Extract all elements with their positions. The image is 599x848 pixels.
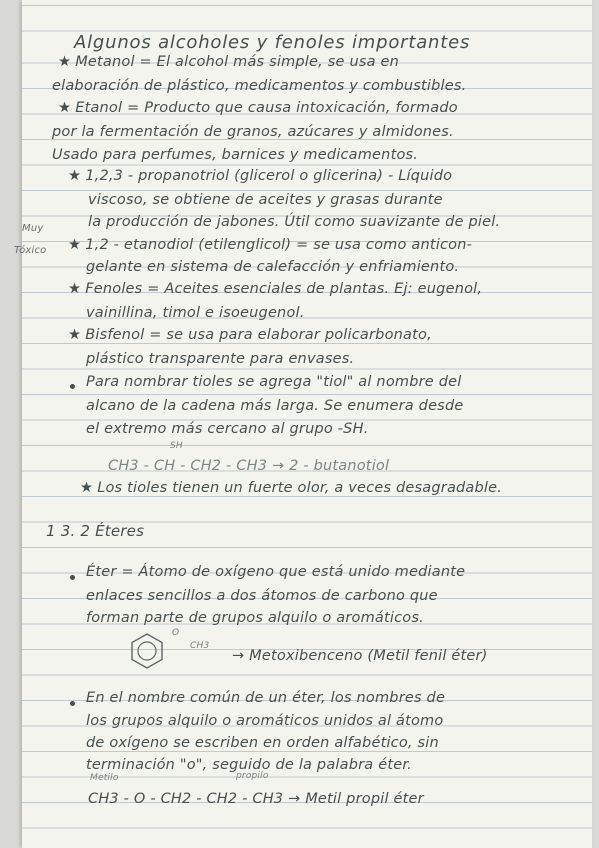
text-line: Usado para perfumes, barnices y medicamentos. bbox=[52, 147, 419, 163]
bullet-dot-icon bbox=[70, 575, 75, 580]
star-icon: ★ bbox=[68, 237, 82, 253]
bullet-dot-icon bbox=[70, 701, 75, 706]
list-item-fenoles: ★ Fenoles = Aceites esenciales de plantas. Ej: eugenol, bbox=[68, 281, 483, 297]
metoxibenceno-line: → Metoxibenceno (Metil fenil éter) bbox=[232, 648, 488, 664]
text-line: alcano de la cadena más larga. Se enumera desde bbox=[86, 398, 464, 414]
margin-note: Muy bbox=[22, 223, 44, 234]
propilo-label: propilo bbox=[236, 771, 269, 781]
text-line: plástico transparente para envases. bbox=[86, 351, 355, 367]
list-item-tioles-olor: ★ Los tioles tienen un fuerte olor, a veces desagradable. bbox=[80, 480, 503, 496]
page-title: Algunos alcoholes y fenoles importantes bbox=[74, 32, 471, 53]
star-icon: ★ bbox=[80, 480, 94, 496]
star-icon: ★ bbox=[58, 100, 72, 116]
text-line: Éter = Átomo de oxígeno que está unido mediante bbox=[86, 564, 466, 580]
star-icon: ★ bbox=[68, 168, 82, 184]
text-line: de oxígeno se escriben en orden alfabético, sin bbox=[86, 735, 439, 751]
text-line: el extremo más cercano al grupo -SH. bbox=[86, 421, 369, 437]
list-item-propanotriol: ★ 1,2,3 - propanotriol (glicerol o glicerina) - Líquido bbox=[68, 168, 453, 184]
oxygen-label: O bbox=[172, 628, 180, 638]
margin-note: Tóxico bbox=[14, 245, 47, 256]
list-item-metanol: ★ Metanol = El alcohol más simple, se usa en bbox=[58, 54, 400, 70]
benzene-ring-icon bbox=[127, 631, 167, 671]
text-line: los grupos alquilo o aromáticos unidos al átomo bbox=[86, 713, 444, 729]
text-line: forman parte de grupos alquilo o aromáticos. bbox=[86, 610, 424, 626]
list-item-etanol: ★ Etanol = Producto que causa intoxicación, formado bbox=[58, 100, 458, 116]
text-line: viscoso, se obtiene de aceites y grasas durante bbox=[88, 192, 443, 208]
metil-propil-eter-formula: CH3 - O - CH2 - CH2 - CH3 → Metil propil éter bbox=[88, 791, 424, 807]
ch3-label: CH3 bbox=[190, 641, 210, 651]
text-line: enlaces sencillos a dos átomos de carbono que bbox=[86, 588, 438, 604]
text-line: la producción de jabones. Útil como suavizante de piel. bbox=[88, 214, 501, 230]
text-line: vainillina, timol e isoeugenol. bbox=[86, 305, 305, 321]
star-icon: ★ bbox=[68, 327, 82, 343]
metilo-label: Metilo bbox=[90, 773, 119, 783]
section-heading: 1 3. 2 Éteres bbox=[46, 522, 145, 540]
text-line: terminación "o", seguido de la palabra éter. bbox=[86, 757, 412, 773]
notebook-page bbox=[14, 0, 592, 848]
star-icon: ★ bbox=[68, 281, 82, 297]
list-item-bisfenol: ★ Bisfenol = se usa para elaborar policarbonato, bbox=[68, 327, 432, 343]
text-line: gelante en sistema de calefacción y enfriamiento. bbox=[86, 259, 460, 275]
star-icon: ★ bbox=[58, 54, 72, 70]
text-line: Para nombrar tioles se agrega "tiol" al nombre del bbox=[86, 374, 462, 390]
bullet-dot-icon bbox=[70, 384, 75, 389]
butanotiol-formula: CH3 - CH - CH2 - CH3 → 2 - butanotiol bbox=[108, 458, 390, 474]
sh-label: SH bbox=[170, 441, 183, 451]
list-item-etanodiol: ★ 1,2 - etanodiol (etilenglicol) = se usa como anticon- bbox=[68, 237, 473, 253]
text-line: En el nombre común de un éter, los nombres de bbox=[86, 690, 446, 706]
text-line: elaboración de plástico, medicamentos y combustibles. bbox=[52, 78, 467, 94]
text-line: por la fermentación de granos, azúcares y almidones. bbox=[52, 124, 454, 140]
